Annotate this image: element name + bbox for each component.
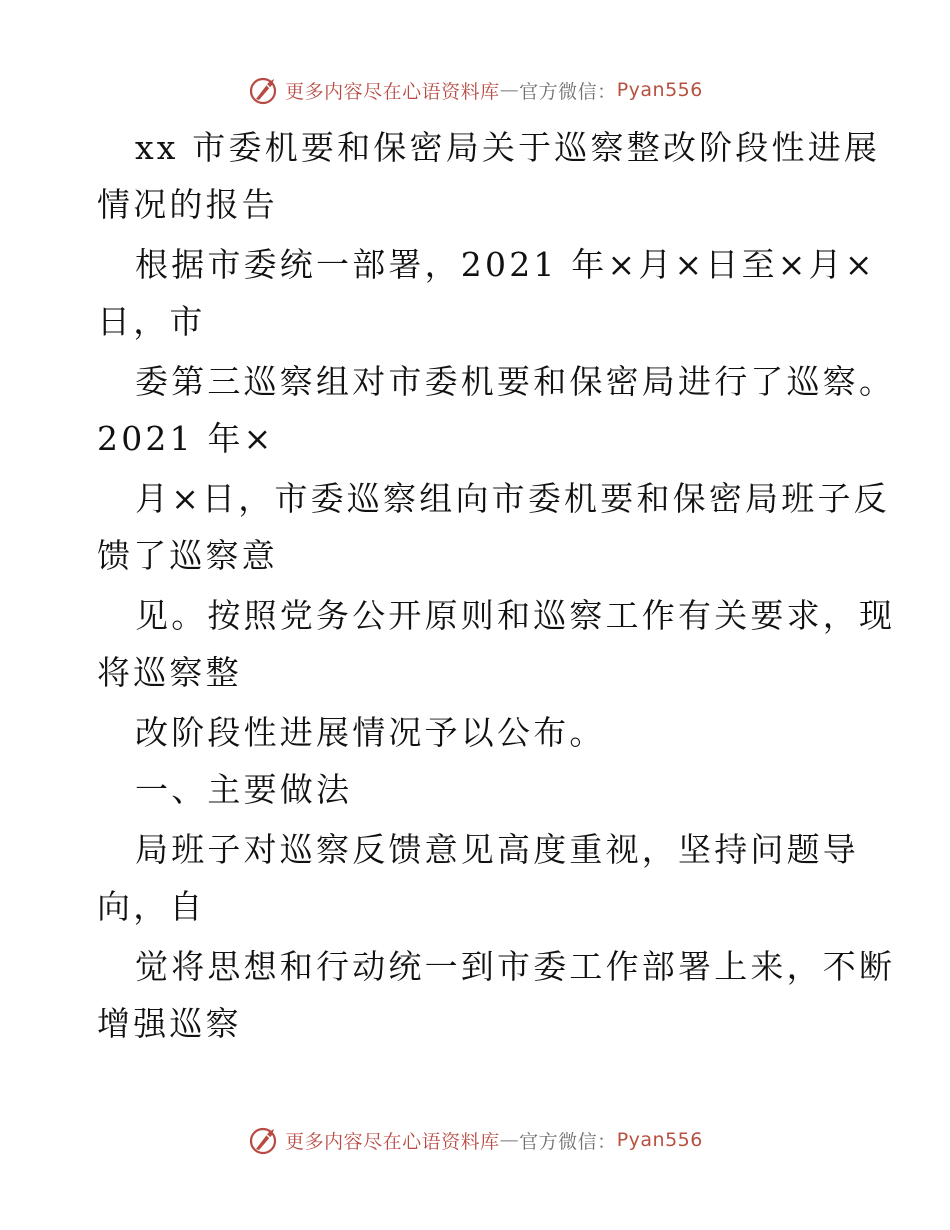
paragraph-line: 月×日，市委巡察组向市委机要和保密局班子反 [135,479,890,518]
document-title-line-1: xx 市委机要和保密局关于巡察整改阶段性进展 [135,128,881,167]
watermark-account: Pyan556 [616,79,703,101]
paragraph-line: 委第三巡察组对市委机要和保密局进行了巡察。 [135,362,896,401]
watermark-label: 官方微信： [519,1130,617,1153]
paragraph-line: 将巡察整 [97,653,242,692]
quill-pen-logo-icon [247,1123,281,1157]
paragraph-line: 见。按照党务公开原则和巡察工作有关要求，现 [135,596,896,635]
document-title-line-2: 情况的报告 [97,185,278,224]
paragraph-line: 局班子对巡察反馈意见高度重视，坚持问题导 [135,830,859,869]
watermark-dash: — [499,79,520,101]
paragraph-line: 2021 年× [97,419,275,458]
watermark-account: Pyan556 [616,1129,703,1151]
paragraph-line: 觉将思想和行动统一到市委工作部署上来，不断 [135,947,896,986]
paragraph-line: 向，自 [97,887,206,926]
paragraph-line: 增强巡察 [97,1004,242,1043]
paragraph-line: 馈了巡察意 [97,536,278,575]
paragraph-line: 日，市 [97,302,206,341]
footer-watermark [0,1122,950,1158]
paragraph-line: 根据市委统一部署，2021 年×月×日至×月× [135,245,876,284]
section-heading: 一、主要做法 [135,770,353,809]
paragraph-line: 改阶段性进展情况予以公布。 [135,713,606,752]
watermark-dash: — [499,1129,520,1151]
watermark-brand-text: 更多内容尽在心语资料库 [285,1130,500,1153]
watermark-brand-text: 更多内容尽在心语资料库 [285,80,500,103]
watermark-label: 官方微信： [519,80,617,103]
